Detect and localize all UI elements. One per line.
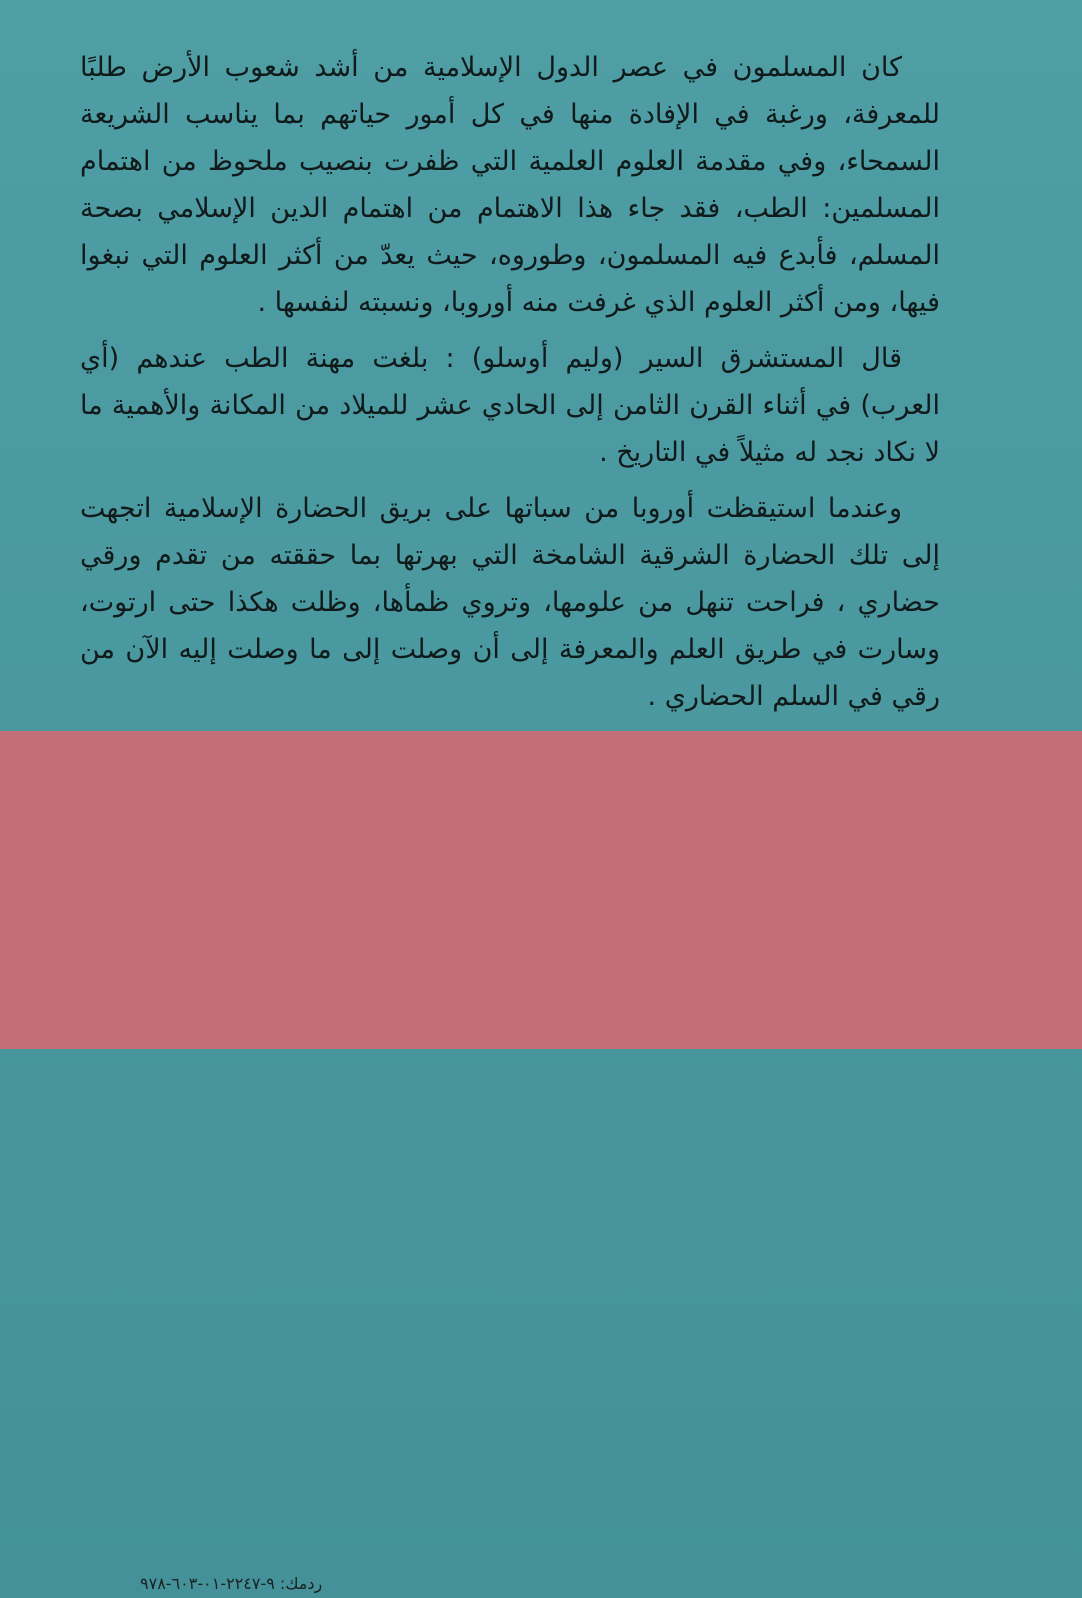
blurb-text	[80, 44, 940, 729]
blurb-paragraph-2: قال المستشرق السير (وليم أوسلو) : بلغت مهنة الطب عندهم (أي العرب) في أثناء القرن الثامن إلى الحادي عشر للميلاد من المكانة والأهمية ما لا نكاد نجد له مثيلاً في التاريخ .	[80, 343, 940, 468]
blurb-paragraph-1: كان المسلمون في عصر الدول الإسلامية من أشد شعوب الأرض طلبًا للمعرفة، ورغبة في الإفادة منها في كل أمور حياتهم بما يناسب الشريعة السمحاء، وفي مقدمة العلوم العلمية التي ظفرت بنصيب ملحوظ من اهتمام المسلمين: الطب، فقد جاء هذا الاهتمام من اهتمام الدين الإسلامي بصحة المسلم، فأبدع فيه المسلمون، وطوروه، حيث يعدّ من أكثر العلوم التي نبغوا فيها، ومن أكثر العلوم الذي غرفت منه أوروبا، ونسبته لنفسها .	[80, 52, 940, 318]
blurb-paragraph-3: وعندما استيقظت أوروبا من سباتها على بريق الحضارة الإسلامية اتجهت إلى تلك الحضارة الشرقية الشامخة التي بهرتها بما حققته من تقدم ورقي حضاري ، فراحت تنهل من علومها، وتروي ظمأها، وظلت هكذا حتى ارتوت، وسارت في طريق العلم والمعرفة إلى أن وصلت إلى ما وصلت إليه الآن من رقي في السلم الحضاري .	[80, 493, 940, 712]
isbn-label: ردمك: ٩-٢٢٤٧-٠١-٦٠٣-٩٧٨	[140, 1574, 323, 1593]
decorative-band	[0, 731, 1082, 1049]
